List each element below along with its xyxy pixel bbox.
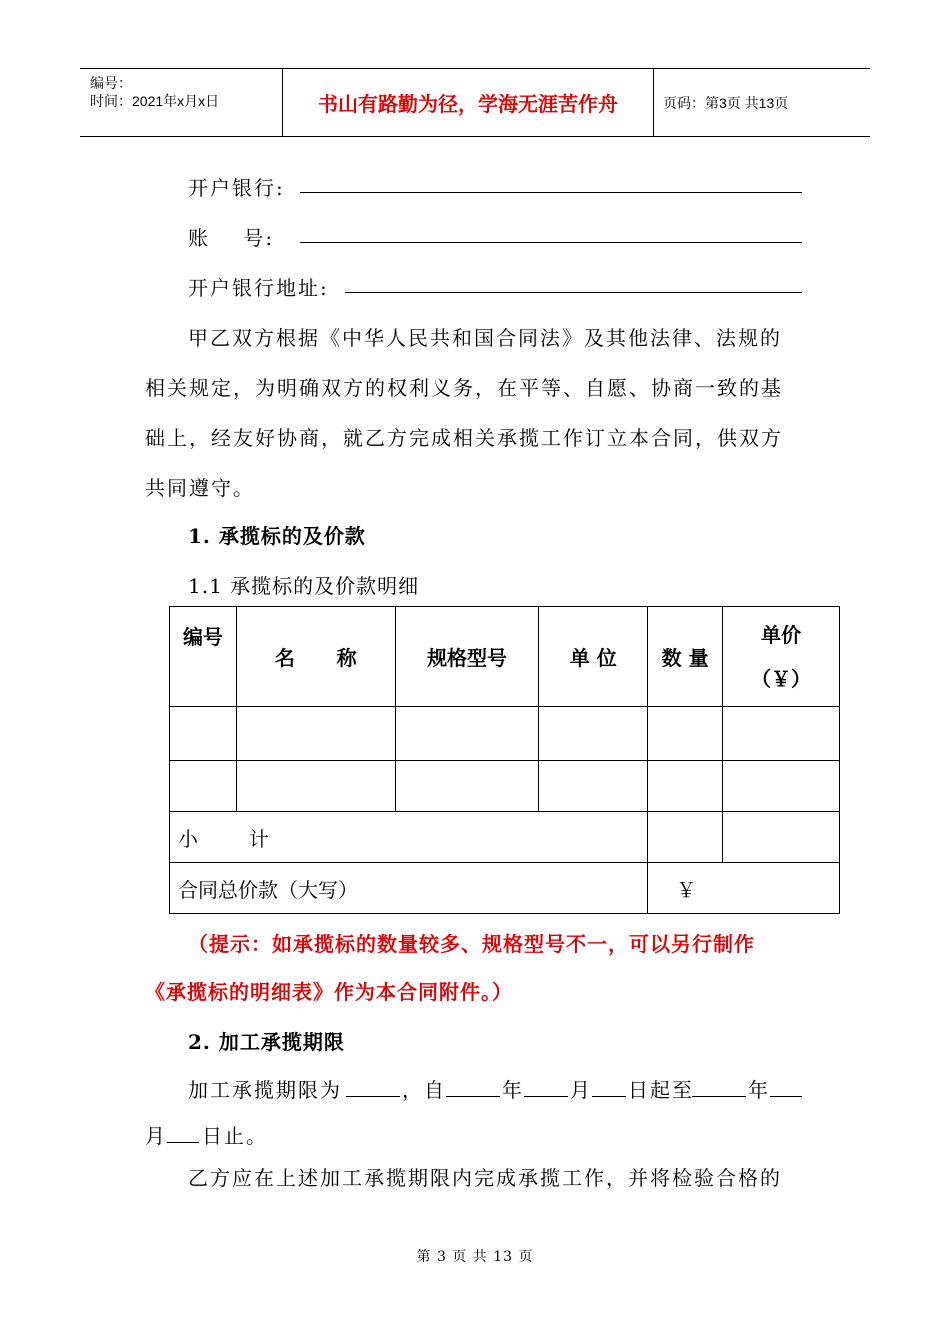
start-month-blank[interactable] bbox=[524, 1096, 568, 1097]
col-header-price bbox=[723, 607, 840, 707]
intro-line: 相关规定，为明确双方的权利义务，在平等、自愿、协商一致的基 bbox=[145, 376, 783, 400]
end-day-blank[interactable] bbox=[167, 1142, 199, 1143]
table-row bbox=[170, 707, 840, 761]
col-header-spec: 规格型号 bbox=[395, 607, 539, 707]
table-cell[interactable] bbox=[170, 707, 237, 761]
subtotal-price-cell[interactable] bbox=[723, 812, 840, 863]
number-label: 编号： bbox=[90, 75, 132, 91]
bank-address-blank[interactable] bbox=[345, 292, 802, 293]
time-label: 时间：2021年x月x日 bbox=[90, 93, 220, 109]
col-header-no: 编号 bbox=[170, 607, 237, 707]
col-header-name: 名 称 bbox=[236, 607, 395, 707]
account-blank[interactable] bbox=[300, 242, 802, 243]
table-cell[interactable] bbox=[236, 761, 395, 812]
tip-line-2: 《承揽标的明细表》作为本合同附件。） bbox=[145, 980, 513, 1004]
page-footer: 第 3 页 共 13 页 bbox=[416, 1249, 534, 1265]
intro-line: 共同遵守。 bbox=[145, 476, 255, 500]
period-text-h: 日止。 bbox=[202, 1124, 268, 1148]
end-month-blank[interactable] bbox=[770, 1096, 802, 1097]
table-row bbox=[170, 761, 840, 812]
period-text-e: 日起至 bbox=[628, 1078, 694, 1102]
bank-address-label: 开户银行地址: bbox=[188, 276, 329, 300]
bank-blank[interactable] bbox=[300, 192, 802, 193]
col-header-unit: 单 位 bbox=[539, 607, 648, 707]
table-cell[interactable] bbox=[395, 761, 539, 812]
table-cell[interactable] bbox=[539, 761, 648, 812]
intro-line: 础上，经友好协商，就乙方完成相关承揽工作订立本合同，供双方 bbox=[145, 426, 783, 450]
total-row bbox=[170, 863, 840, 914]
section-2-paragraph: 乙方应在上述加工承揽期限内完成承揽工作，并将检验合格的 bbox=[188, 1166, 782, 1190]
table-cell[interactable] bbox=[648, 761, 723, 812]
col-header-qty: 数 量 bbox=[648, 607, 723, 707]
period-text-f: 年 bbox=[748, 1078, 770, 1102]
table-header-row bbox=[170, 607, 840, 707]
period-text-a: 加工承揽期限为 bbox=[188, 1078, 342, 1102]
period-text-b: ，自 bbox=[402, 1078, 446, 1102]
period-blank[interactable] bbox=[346, 1096, 400, 1097]
period-text-d: 月 bbox=[570, 1078, 592, 1102]
period-text-c: 年 bbox=[502, 1078, 524, 1102]
start-day-blank[interactable] bbox=[592, 1096, 626, 1097]
table-cell[interactable] bbox=[236, 707, 395, 761]
table-cell[interactable] bbox=[723, 707, 840, 761]
price-header-line1: 单价 bbox=[761, 622, 802, 647]
table-cell[interactable] bbox=[539, 707, 648, 761]
table-cell[interactable] bbox=[395, 707, 539, 761]
end-year-blank[interactable] bbox=[692, 1096, 746, 1097]
account-label: 账 号: bbox=[188, 226, 275, 250]
table-cell[interactable] bbox=[723, 761, 840, 812]
items-table bbox=[169, 606, 840, 914]
subtotal-qty-cell[interactable] bbox=[648, 812, 723, 863]
bank-label: 开户银行: bbox=[188, 176, 285, 200]
section-1-title: 1. 承揽标的及价款 bbox=[188, 524, 366, 548]
start-year-blank[interactable] bbox=[446, 1096, 500, 1097]
price-header-line2: （￥） bbox=[751, 666, 812, 691]
total-currency[interactable]: ￥ bbox=[648, 863, 840, 914]
table-cell[interactable] bbox=[648, 707, 723, 761]
total-label: 合同总价款（大写） bbox=[170, 863, 648, 914]
tip-line-1: （提示：如承揽标的数量较多、规格型号不一，可以另行制作 bbox=[188, 932, 755, 956]
header-motto: 书山有路勤为径，学海无涯苦作舟 bbox=[282, 69, 654, 136]
table-cell[interactable] bbox=[170, 761, 237, 812]
subtotal-row bbox=[170, 812, 840, 863]
intro-line: 甲乙双方根据《中华人民共和国合同法》及其他法律、法规的 bbox=[188, 326, 782, 350]
period-text-g: 月 bbox=[145, 1124, 167, 1148]
subtotal-label: 小 计 bbox=[170, 812, 648, 863]
header-meta bbox=[80, 69, 282, 136]
section-2-title: 2. 加工承揽期限 bbox=[188, 1030, 345, 1054]
section-1-1-title: 1.1 承揽标的及价款明细 bbox=[188, 574, 420, 598]
page-header bbox=[80, 68, 870, 137]
header-page-info: 页码：第3页 共13页 bbox=[663, 94, 789, 111]
